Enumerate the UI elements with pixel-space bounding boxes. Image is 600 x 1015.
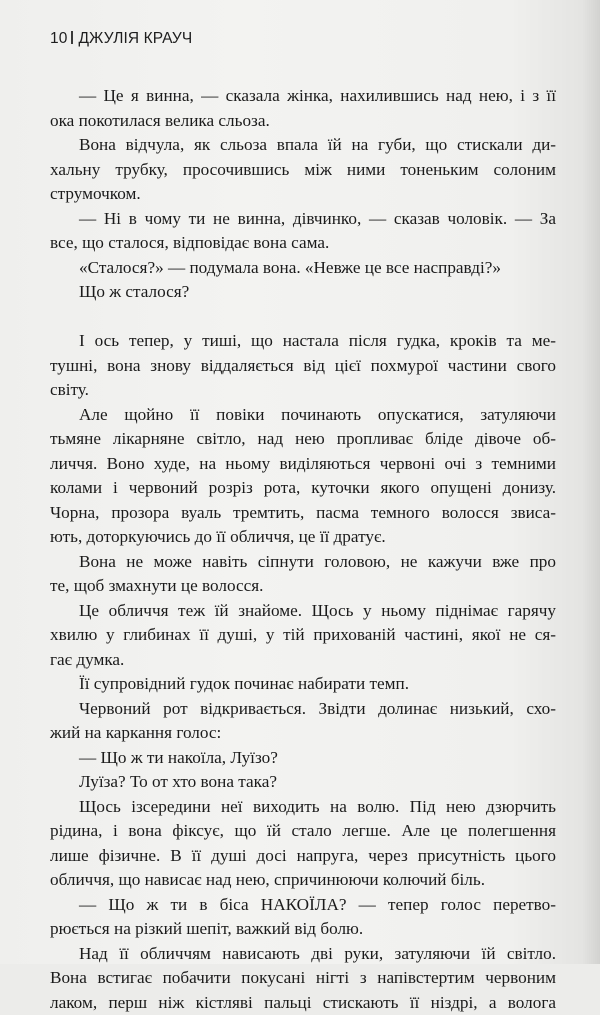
paragraph [50, 133, 556, 207]
text-line: хвилю у глибинах її душі, у тій прихованій частині, якої не ся- [50, 623, 556, 648]
paragraph [50, 672, 556, 697]
paragraph [50, 207, 556, 256]
paragraph [50, 942, 556, 1015]
page-number: 10 [50, 30, 67, 47]
text-line: «Сталося?» — подумала вона. «Невже це все насправді?» [50, 256, 556, 281]
text-line: Вона встигає побачити покусані нігті з напівстертим червоним [50, 966, 556, 991]
text-line: Луїза? То от хто вона така? [50, 770, 556, 795]
text-line: Її супровідний гудок починає набирати темп. [50, 672, 556, 697]
text-line: Над її обличчям нависають дві руки, затуляючи їй світло. [50, 942, 556, 967]
text-line: рюється на різкий шепіт, важкий від болю. [50, 917, 556, 942]
text-line: тьмяне лікарняне світло, над нею пропливає бліде дівоче об- [50, 427, 556, 452]
text-line: рідина, і вона фіксує, що їй стало легше. Але це полегшення [50, 819, 556, 844]
text-line: колами і червоний розріз рота, куточки якого опущені донизу. [50, 476, 556, 501]
text-line: І ось тепер, у тиші, що настала після гудка, кроків та ме- [50, 329, 556, 354]
running-head [50, 30, 192, 48]
text-line: ють, доторкуючись до її обличчя, це її дратує. [50, 525, 556, 550]
paragraph [50, 329, 556, 403]
paragraph [50, 403, 556, 550]
text-line: Але щойно її повіки починають опускатися, затуляючи [50, 403, 556, 428]
text-line: лаком, перш ніж кістляві пальці стискають її ніздрі, а волога [50, 991, 556, 1015]
text-line: світу. [50, 378, 556, 403]
paragraph [50, 550, 556, 599]
paragraph [50, 280, 556, 305]
text-line: тушні, вона знову віддаляється від цієї похмурої частини свого [50, 354, 556, 379]
text-line: Чорна, прозора вуаль тремтить, пасма темного волосся звиса- [50, 501, 556, 526]
paragraph [50, 770, 556, 795]
text-line: — Ні в чому ти не винна, дівчинко, — сказав чоловік. — За [50, 207, 556, 232]
text-line: Щось ізсередини неї виходить на волю. Під нею дзюрчить [50, 795, 556, 820]
text-line: Що ж сталося? [50, 280, 556, 305]
paragraph [50, 256, 556, 281]
text-line: личчя. Воно худе, на ньому виділяються червоні очі з темними [50, 452, 556, 477]
paragraph [50, 893, 556, 942]
text-line: струмочком. [50, 182, 556, 207]
paragraph [50, 795, 556, 893]
paragraph [50, 599, 556, 673]
text-line: те, щоб змахнути це волосся. [50, 574, 556, 599]
body-text [50, 84, 556, 1015]
text-line: ока покотилася велика сльоза. [50, 109, 556, 134]
text-line: гає думка. [50, 648, 556, 673]
text-line: хальну трубку, просочившись між ними тоненьким солоним [50, 158, 556, 183]
text-line: лише фізичне. В її душі досі напруга, через присутність цього [50, 844, 556, 869]
text-line: — Це я винна, — сказала жінка, нахилившись над нею, і з її [50, 84, 556, 109]
text-line: Це обличчя теж їй знайоме. Щось у ньому піднімає гарячу [50, 599, 556, 624]
text-line: все, що сталося, відповідає вона сама. [50, 231, 556, 256]
section-break [50, 305, 556, 330]
paragraph [50, 746, 556, 771]
header-separator [71, 31, 73, 44]
author-name: ДЖУЛІЯ КРАУЧ [78, 30, 192, 47]
paragraph [50, 697, 556, 746]
text-line: Червоний рот відкривається. Звідти долинає низький, схо- [50, 697, 556, 722]
text-line: — Що ж ти в біса НАКОЇЛА? — тепер голос перетво- [50, 893, 556, 918]
text-line: Вона не може навіть сіпнути головою, не кажучи вже про [50, 550, 556, 575]
text-line: — Що ж ти накоїла, Луїзо? [50, 746, 556, 771]
text-line: жий на каркання голос: [50, 721, 556, 746]
paragraph [50, 84, 556, 133]
text-line: обличчя, що нависає над нею, спричинюючи колючий біль. [50, 868, 556, 893]
text-line: Вона відчула, як сльоза впала їй на губи, що стискали ди- [50, 133, 556, 158]
